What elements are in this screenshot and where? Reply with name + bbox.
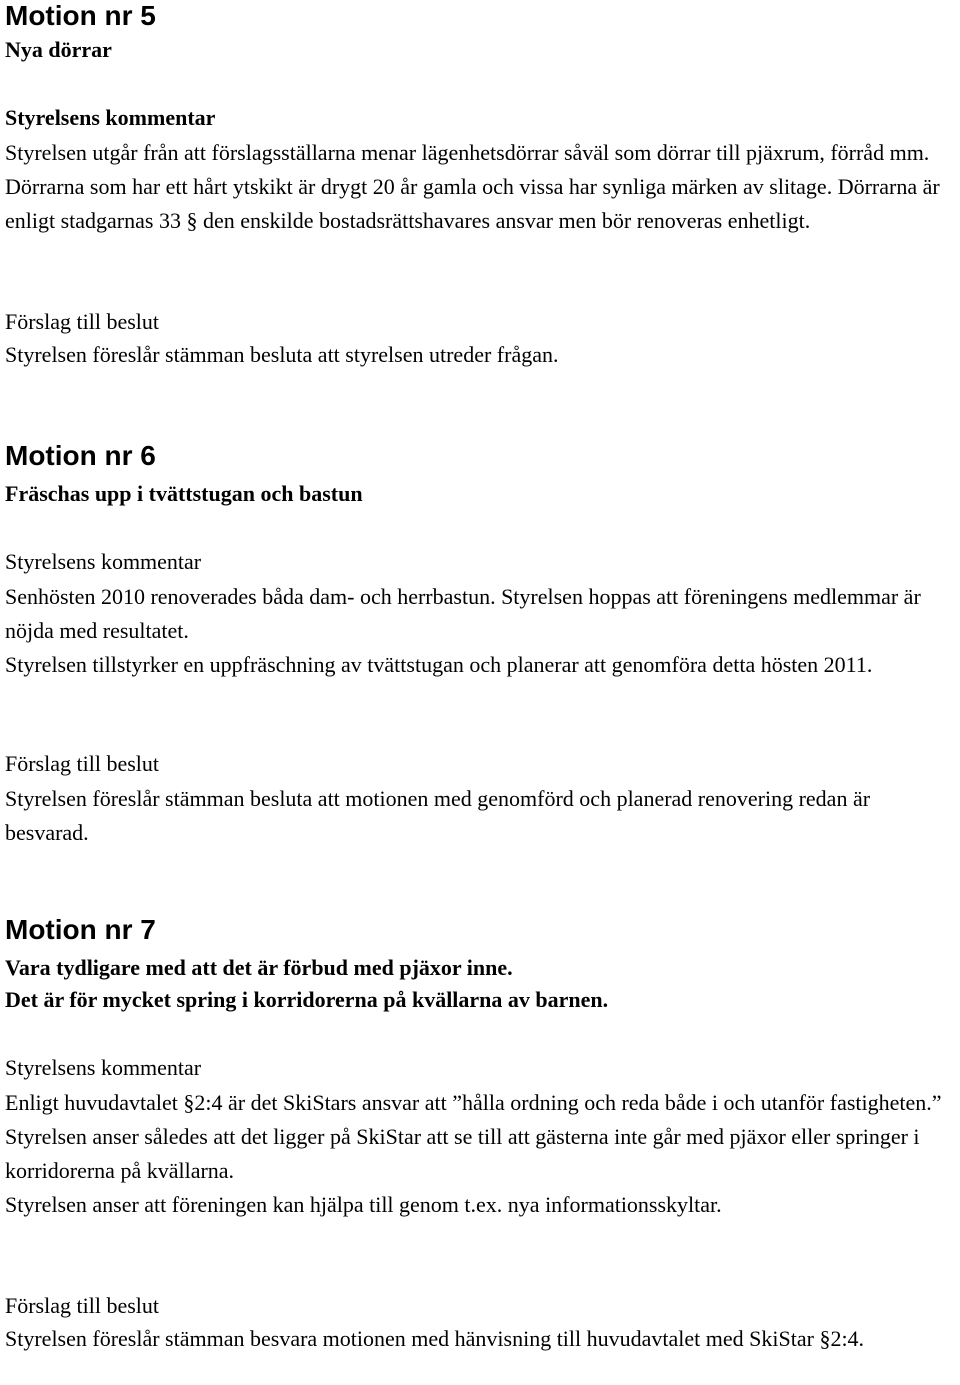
motion-7-title-block (5, 914, 955, 946)
motion-5-proposal-block (5, 338, 955, 372)
motion-5-comment-block (5, 136, 955, 238)
motion-6-proposal-label-block (5, 748, 955, 780)
motion-5-subtitle-block (5, 34, 955, 66)
motion-title: Motion nr 5 (5, 0, 156, 31)
motion-subtitle: Nya dörrar (5, 37, 112, 62)
motion-7-comment-label-block (5, 1052, 955, 1084)
motion-title: Motion nr 6 (5, 440, 156, 471)
comment-label: Styrelsens kommentar (5, 1055, 202, 1080)
comment-paragraph: Senhösten 2010 renoverades båda dam- och herrbastun. Styrelsen hoppas att föreningens medlemmar är nöjda med resultatet. (5, 584, 921, 643)
motion-6-proposal-block (5, 782, 955, 850)
motion-6-comment-block (5, 580, 955, 682)
comment-label: Styrelsens kommentar (5, 105, 216, 130)
motion-6-subtitle-block (5, 478, 955, 510)
motion-5-comment-label-block (5, 102, 955, 134)
motion-6-comment-label-block (5, 546, 955, 578)
proposal-label: Förslag till beslut (5, 1293, 159, 1318)
motion-5-title-block (5, 0, 955, 32)
motion-subtitle: Vara tydligare med att det är förbud med pjäxor inne. (5, 955, 513, 980)
comment-label: Styrelsens kommentar (5, 549, 202, 574)
proposal-label: Förslag till beslut (5, 309, 159, 334)
motion-5-proposal-label-block (5, 306, 955, 338)
proposal-paragraph: Styrelsen föreslår stämman besluta att styrelsen utreder frågan. (5, 342, 559, 367)
motion-7-comment-block (5, 1086, 955, 1222)
motion-subtitle: Det är för mycket spring i korridorerna på kvällarna av barnen. (5, 987, 609, 1012)
motion-subtitle: Fräschas upp i tvättstugan och bastun (5, 481, 363, 506)
comment-paragraph: Styrelsen utgår från att förslagsställarna menar lägenhetsdörrar såväl som dörrar till pjäxrum, förråd mm. Dörrarna som har ett hårt ytskikt är drygt 20 år gamla och vissa har synliga märken av slitage. Dörrarna är enligt stadgarnas 33 § den enskilde bostadsrättshavares ansvar men bör renoveras enhetligt. (5, 140, 940, 233)
motion-6-title-block (5, 440, 955, 472)
comment-paragraph: Styrelsen tillstyrker en uppfräschning av tvättstugan och planerar att genomföra detta hösten 2011. (5, 652, 873, 677)
proposal-paragraph: Styrelsen föreslår stämman besvara motionen med hänvisning till huvudavtalet med SkiStar §2:4. (5, 1326, 865, 1351)
proposal-label: Förslag till beslut (5, 751, 159, 776)
comment-paragraph: Enligt huvudavtalet §2:4 är det SkiStars ansvar att ”hålla ordning och reda både i och utanför fastigheten.” (5, 1090, 942, 1115)
proposal-paragraph: Styrelsen föreslår stämman besluta att motionen med genomförd och planerad renovering redan är besvarad. (5, 786, 871, 845)
motion-title: Motion nr 7 (5, 914, 156, 945)
comment-paragraph: Styrelsen anser att föreningen kan hjälpa till genom t.ex. nya informationsskyltar. (5, 1192, 722, 1217)
comment-paragraph: Styrelsen anser således att det ligger på SkiStar att se till att gästerna inte går med pjäxor eller springer i korridorerna på kvällarna. (5, 1124, 920, 1183)
motion-7-proposal-block (5, 1322, 955, 1356)
motion-7-subtitle-block (5, 952, 955, 1016)
motion-7-proposal-label-block (5, 1290, 955, 1322)
